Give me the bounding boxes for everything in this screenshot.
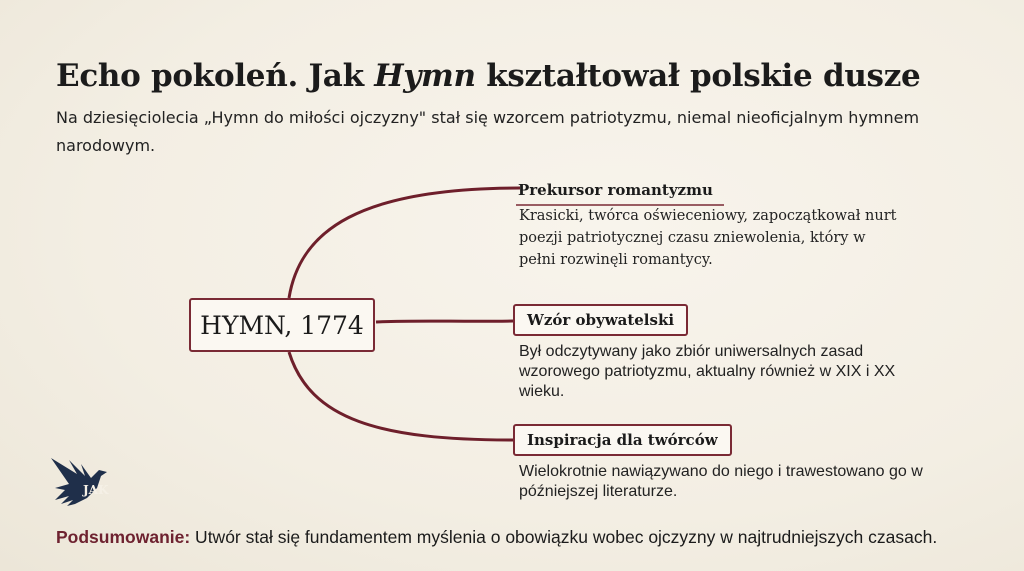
- branch-text-civic: Był odczytywany jako zbiór uniwersalnych zasad wzorowego patriotyzmu, aktualny również w XIX i XX wieku.: [519, 343, 896, 400]
- branch-label-civic: Wzór obywatelski: [513, 304, 688, 336]
- summary: [56, 527, 937, 548]
- central-node: [189, 298, 375, 352]
- branch-text-precursor: Krasicki, twórca oświeceniowy, zapoczątkował nurt poezji patriotycznej czasu zniewolenia, który w pełni rozwinęli romantycy.: [519, 208, 897, 268]
- title-emphasis: Hymn: [374, 58, 476, 94]
- branch-label-inspiration: Inspiracja dla twórców: [513, 424, 732, 456]
- connector-bottom: [289, 352, 513, 440]
- summary-text: Utwór stał się fundamentem myślenia o obowiązku wobec ojczyzny w najtrudniejszych czasach.: [190, 527, 938, 547]
- logo-letters: JAK: [83, 483, 109, 497]
- branch-text-inspiration: Wielokrotnie nawiązywano do niego i trawestowano go w późniejszej literaturze.: [519, 463, 923, 500]
- central-node-label: HYMN, 1774: [200, 310, 364, 340]
- branch-label-precursor: Prekursor romantyzmu: [518, 181, 713, 199]
- page-title: Echo pokoleń. Jak Hymn kształtował polskie dusze: [56, 58, 921, 94]
- connector-top: [289, 188, 520, 298]
- summary-label: Podsumowanie:: [56, 527, 191, 547]
- bird-icon: [47, 448, 113, 514]
- subtitle: Na dziesięciolecia „Hymn do miłości ojczyzny" stał się wzorcem patriotyzmu, niemal nieoficjalnym hymnem narodowym.: [56, 108, 920, 155]
- connector-middle: [376, 321, 513, 322]
